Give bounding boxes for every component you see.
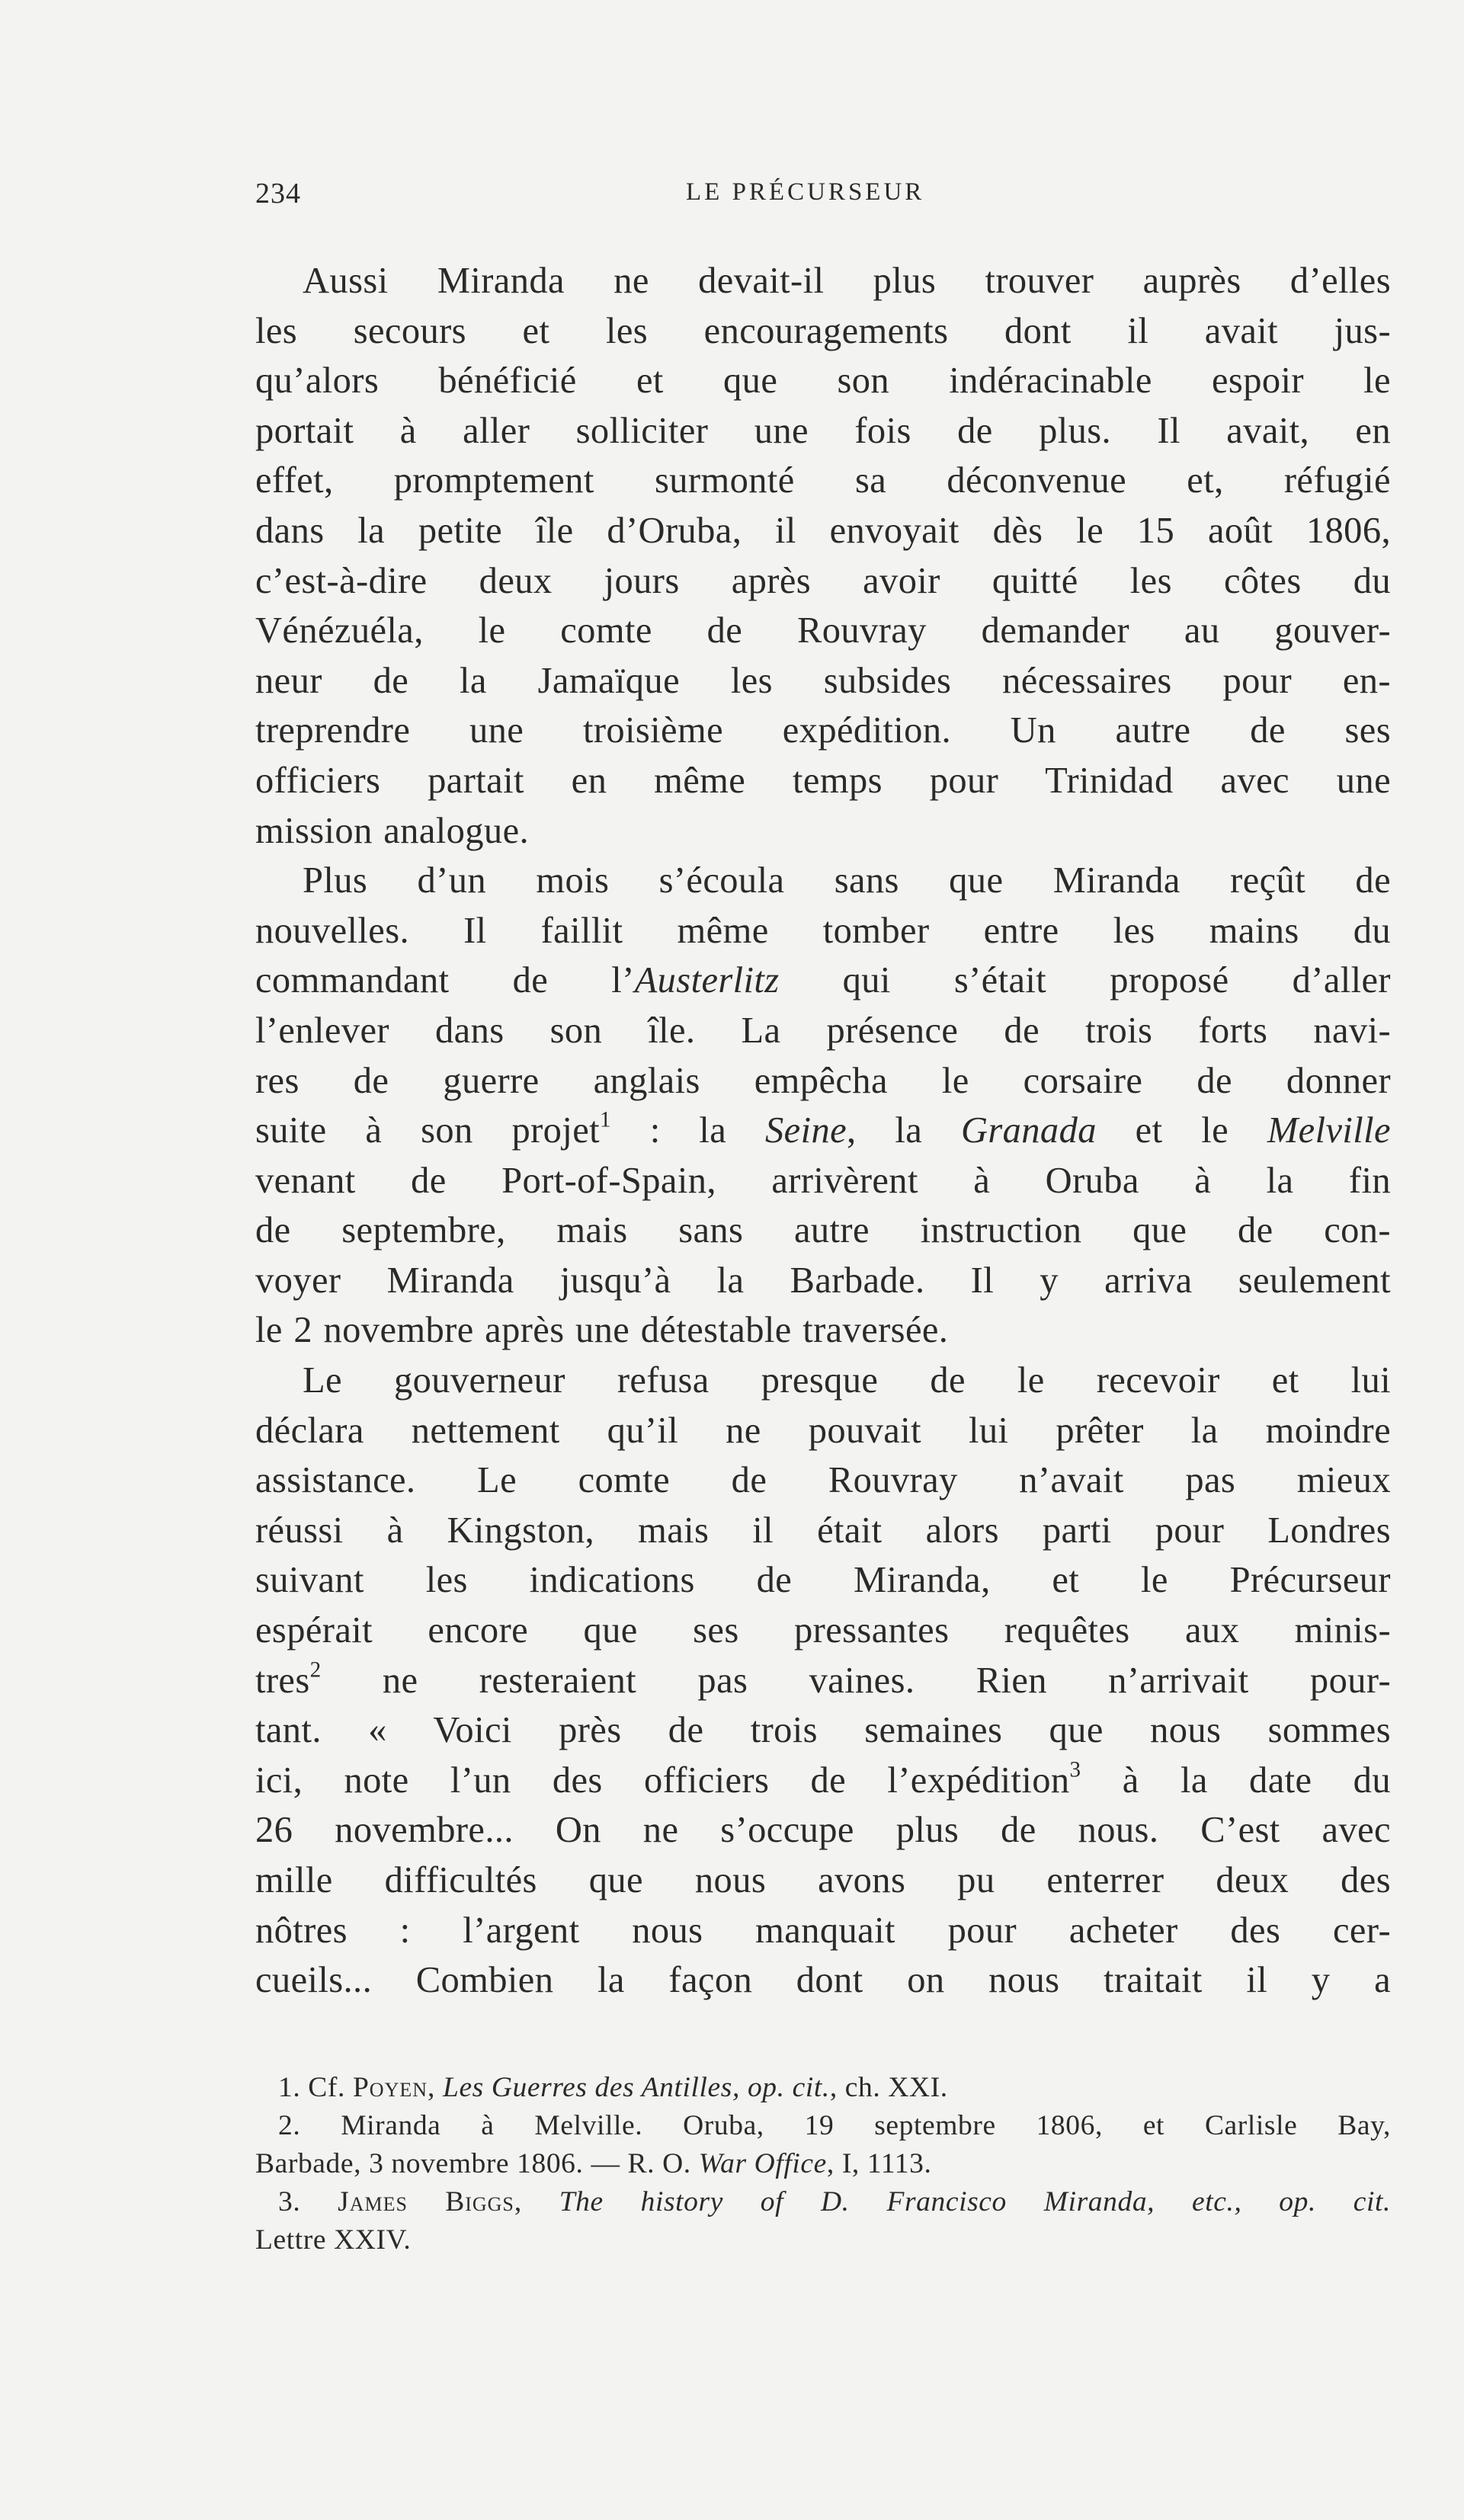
text-line: treprendre une troisième expédition. Un autre de ses — [255, 710, 1391, 751]
text-line: réussi à Kingston, mais il était alors parti pour Londres — [255, 1510, 1391, 1551]
footnote-3-cont: Lettre XXIV. — [255, 2224, 412, 2256]
source-italic: War Office — [698, 2148, 827, 2179]
author-name: James Biggs — [338, 2186, 514, 2217]
footnote-2-cont — [255, 2145, 1391, 2183]
text-fragment: et le — [1096, 1110, 1267, 1151]
text-line-composite — [255, 1106, 1391, 1156]
text-line: Vénézuéla, le comte de Rouvray demander au gouver- — [255, 610, 1391, 652]
body-text — [255, 256, 1391, 2006]
text-line: de septembre, mais sans autre instruction que de con- — [255, 1210, 1391, 1251]
text-fragment: , — [514, 2186, 559, 2217]
text-line-composite — [255, 1656, 1391, 1706]
text-fragment: Barbade, 3 novembre 1806. — R. O. — [255, 2148, 699, 2179]
text-line: tant. « Voici près de trois semaines que nous sommes — [255, 1710, 1391, 1751]
footnote-1 — [255, 2069, 1391, 2107]
text-line: venant de Port-of-Spain, arrivèrent à Oruba à la fin — [255, 1160, 1391, 1201]
ship-name-italic: Seine — [765, 1110, 847, 1151]
text-line: nouvelles. Il faillit même tomber entre les mains du — [255, 910, 1391, 951]
text-line-composite — [255, 956, 1391, 1006]
text-line: nôtres : l’argent nous manquait pour acheter des cer- — [255, 1910, 1391, 1951]
footnote-marker: 1 — [600, 1107, 611, 1132]
text-line: 26 novembre... On ne s’occupe plus de nous. C’est avec — [255, 1810, 1391, 1851]
text-line: l’enlever dans son île. La présence de trois forts navi- — [255, 1010, 1391, 1051]
text-fragment: , — [428, 2072, 443, 2103]
author-name: Poyen — [352, 2072, 428, 2103]
text-line: le 2 novembre après une détestable traversée. — [255, 1310, 949, 1351]
text-line: res de guerre anglais empêcha le corsaire de donner — [255, 1060, 1391, 1101]
footnotes — [255, 2069, 1391, 2259]
text-line: mille difficultés que nous avons pu enterrer deux des — [255, 1860, 1391, 1900]
text-line: Aussi Miranda ne devait-il plus trouver auprès d’elles — [303, 261, 1391, 301]
footnote-marker: 3 — [1069, 1757, 1081, 1782]
text-fragment: qui s’était proposé d’aller — [779, 960, 1391, 1001]
ship-name-italic: Melville — [1267, 1110, 1391, 1151]
text-fragment: ne resteraient pas vaines. Rien n’arrivait pour- — [321, 1660, 1391, 1701]
text-fragment: : la — [610, 1110, 765, 1151]
text-line: mission analogue. — [255, 810, 530, 851]
footnote-3 — [255, 2183, 1391, 2221]
ship-name-italic: Granada — [960, 1110, 1097, 1151]
text-line: portait à aller solliciter une fois de plus. Il avait, en — [255, 410, 1391, 451]
text-fragment: 3. — [278, 2186, 338, 2217]
text-fragment: tres — [255, 1660, 310, 1701]
text-line: cueils... Combien la façon dont on nous traitait il y a — [255, 1960, 1391, 2001]
text-fragment: commandant de l’ — [255, 960, 635, 1001]
text-fragment: à la date du — [1081, 1760, 1391, 1801]
text-line: les secours et les encouragements dont il avait jus- — [255, 310, 1391, 351]
page-header — [255, 177, 1391, 223]
text-line: dans la petite île d’Oruba, il envoyait dès le 15 août 1806, — [255, 510, 1391, 551]
text-line: déclara nettement qu’il ne pouvait lui prêter la moindre — [255, 1410, 1391, 1451]
text-fragment: suite à son projet — [255, 1110, 600, 1151]
text-line: Le gouverneur refusa presque de le recevoir et lui — [303, 1360, 1391, 1401]
text-fragment: ici, note l’un des officiers de l’expédition — [255, 1760, 1070, 1801]
running-title: LE PRÉCURSEUR — [686, 178, 925, 206]
text-line: neur de la Jamaïque les subsides nécessaires pour en- — [255, 660, 1391, 701]
text-line: effet, promptement surmonté sa déconvenue et, réfugié — [255, 460, 1391, 501]
text-fragment: 1. Cf. — [278, 2072, 353, 2103]
text-line: officiers partait en même temps pour Trinidad avec une — [255, 760, 1391, 801]
text-line: Plus d’un mois s’écoula sans que Miranda reçût de — [303, 860, 1391, 901]
book-title-italic: Les Guerres des Antilles, op. cit. — [442, 2072, 830, 2103]
footnote-marker: 2 — [309, 1657, 322, 1683]
text-line: assistance. Le comte de Rouvray n’avait pas mieux — [255, 1460, 1391, 1501]
text-line-composite — [255, 1756, 1391, 1806]
text-fragment: , I, 1113. — [826, 2148, 932, 2179]
text-fragment: , ch. XXI. — [829, 2072, 948, 2103]
text-line: suivant les indications de Miranda, et le Précurseur — [255, 1560, 1391, 1601]
text-fragment: , la — [847, 1110, 961, 1151]
text-line: voyer Miranda jusqu’à la Barbade. Il y arriva seulement — [255, 1260, 1391, 1301]
footnote-2: 2. Miranda à Melville. Oruba, 19 septembre 1806, et Carlisle Bay, — [278, 2110, 1391, 2141]
text-line: c’est-à-dire deux jours après avoir quitté les côtes du — [255, 560, 1391, 601]
text-line: espérait encore que ses pressantes requêtes aux minis- — [255, 1610, 1391, 1651]
ship-name-italic: Austerlitz — [634, 960, 780, 1001]
text-line: qu’alors bénéficié et que son indéracinable espoir le — [255, 360, 1391, 402]
page-number: 234 — [255, 178, 301, 210]
book-title-italic: The history of D. Francisco Miranda, etc., op. cit. — [559, 2186, 1392, 2217]
